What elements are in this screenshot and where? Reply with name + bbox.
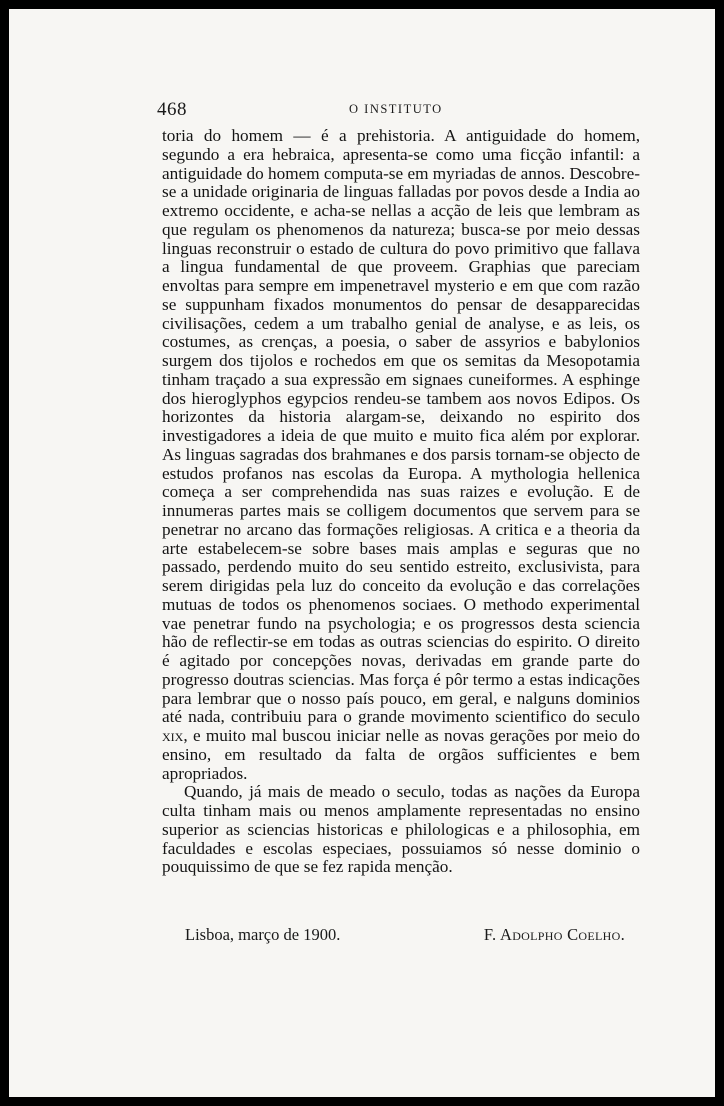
place-date: Lisboa, março de 1900.	[185, 925, 341, 944]
running-title: O INSTITUTO	[349, 102, 443, 116]
book-page	[9, 9, 715, 1097]
paragraph	[162, 127, 640, 783]
author-name: F. Adolpho Coelho.	[483, 925, 625, 944]
page-number: 468	[157, 99, 187, 120]
page-header	[157, 99, 647, 129]
paragraph-text-end: , e muito mal buscou iniciar nelle as novas gerações por meio do ensino, em resultado da falta de orgãos sufficientes e bem apropriados.	[162, 726, 640, 783]
signature-line	[185, 925, 625, 949]
body-text	[162, 127, 640, 877]
paragraph: Quando, já mais de meado o seculo, todas as nações da Europa culta tinham mais ou menos amplamente representadas no ensino superior as sciencias historicas e philologicas e a philosophia, em faculdades e escolas especiaes, possuiamos só nesse dominio o pouquissimo de que se fez rapida menção.	[162, 782, 640, 877]
paragraph-text: toria do homem — é a prehistoria. A antiguidade do homem, segundo a era hebraica, apresenta-se como uma ficção infantil: a antiguidade do homem computa-se em myriadas de annos. Descobre-se a unidade originaria de linguas falladas por povos desde a India ao extremo occidente, e acha-se nellas a acção de leis que lembram as que regulam os phenomenos da natureza; busca-se por meio dessas linguas reconstruir o estado de cultura do povo primitivo que fallava a lingua fundamental de que proveem. Graphias que pareciam envoltas para sempre em impenetravel mysterio e em que com razão se suppunham fixados monumentos do pensar de desapparecidas civilisações, cedem a um trabalho genial de analyse, e as leis, os costumes, as crenças, a poesia, o saber de assyrios e babylonios surgem dos tijolos e rochedos em que os semitas da Mesopotamia tinham traçado a sua expressão em signaes cuneiformes. A esphinge dos hieroglyphos egypcios rendeu-se tambem aos novos Edipos. Os horizontes da historia alargam-se, deixando no espirito dos investigadores a ideia de que muito e muito fica além por explorar. As linguas sagradas dos brahmanes e dos parsis tornam-se objecto de estudos profanos nas escolas da Europa. A mythologia hellenica começa a ser comprehendida nas suas raizes e evolução. E de innumeras partes mais se colligem documentos que servem para se penetrar no arcano das formações religiosas. A critica e a theoria da arte estabelecem-se sobre bases mais amplas e seguras que no passado, perdendo muito do seu sentido estreito, exclusivista, para serem dirigidas pela luz do conceito da evolução e das correlações mutuas de todos os phenomenos sociaes. O methodo experimental vae penetrar fundo na psychologia; e os progressos desta sciencia hão de reflectir-se em todas as outras sciencias do espirito. O direito é agitado por concepções novas, derivadas em grande parte do progresso doutras sciencias. Mas força é pôr termo a estas indicações para lembrar que o nosso país pouco, em geral, e nalguns dominios até nada, contribuiu para o grande movimento scientifico do seculo	[162, 126, 640, 727]
century-numeral: xix	[162, 726, 184, 745]
